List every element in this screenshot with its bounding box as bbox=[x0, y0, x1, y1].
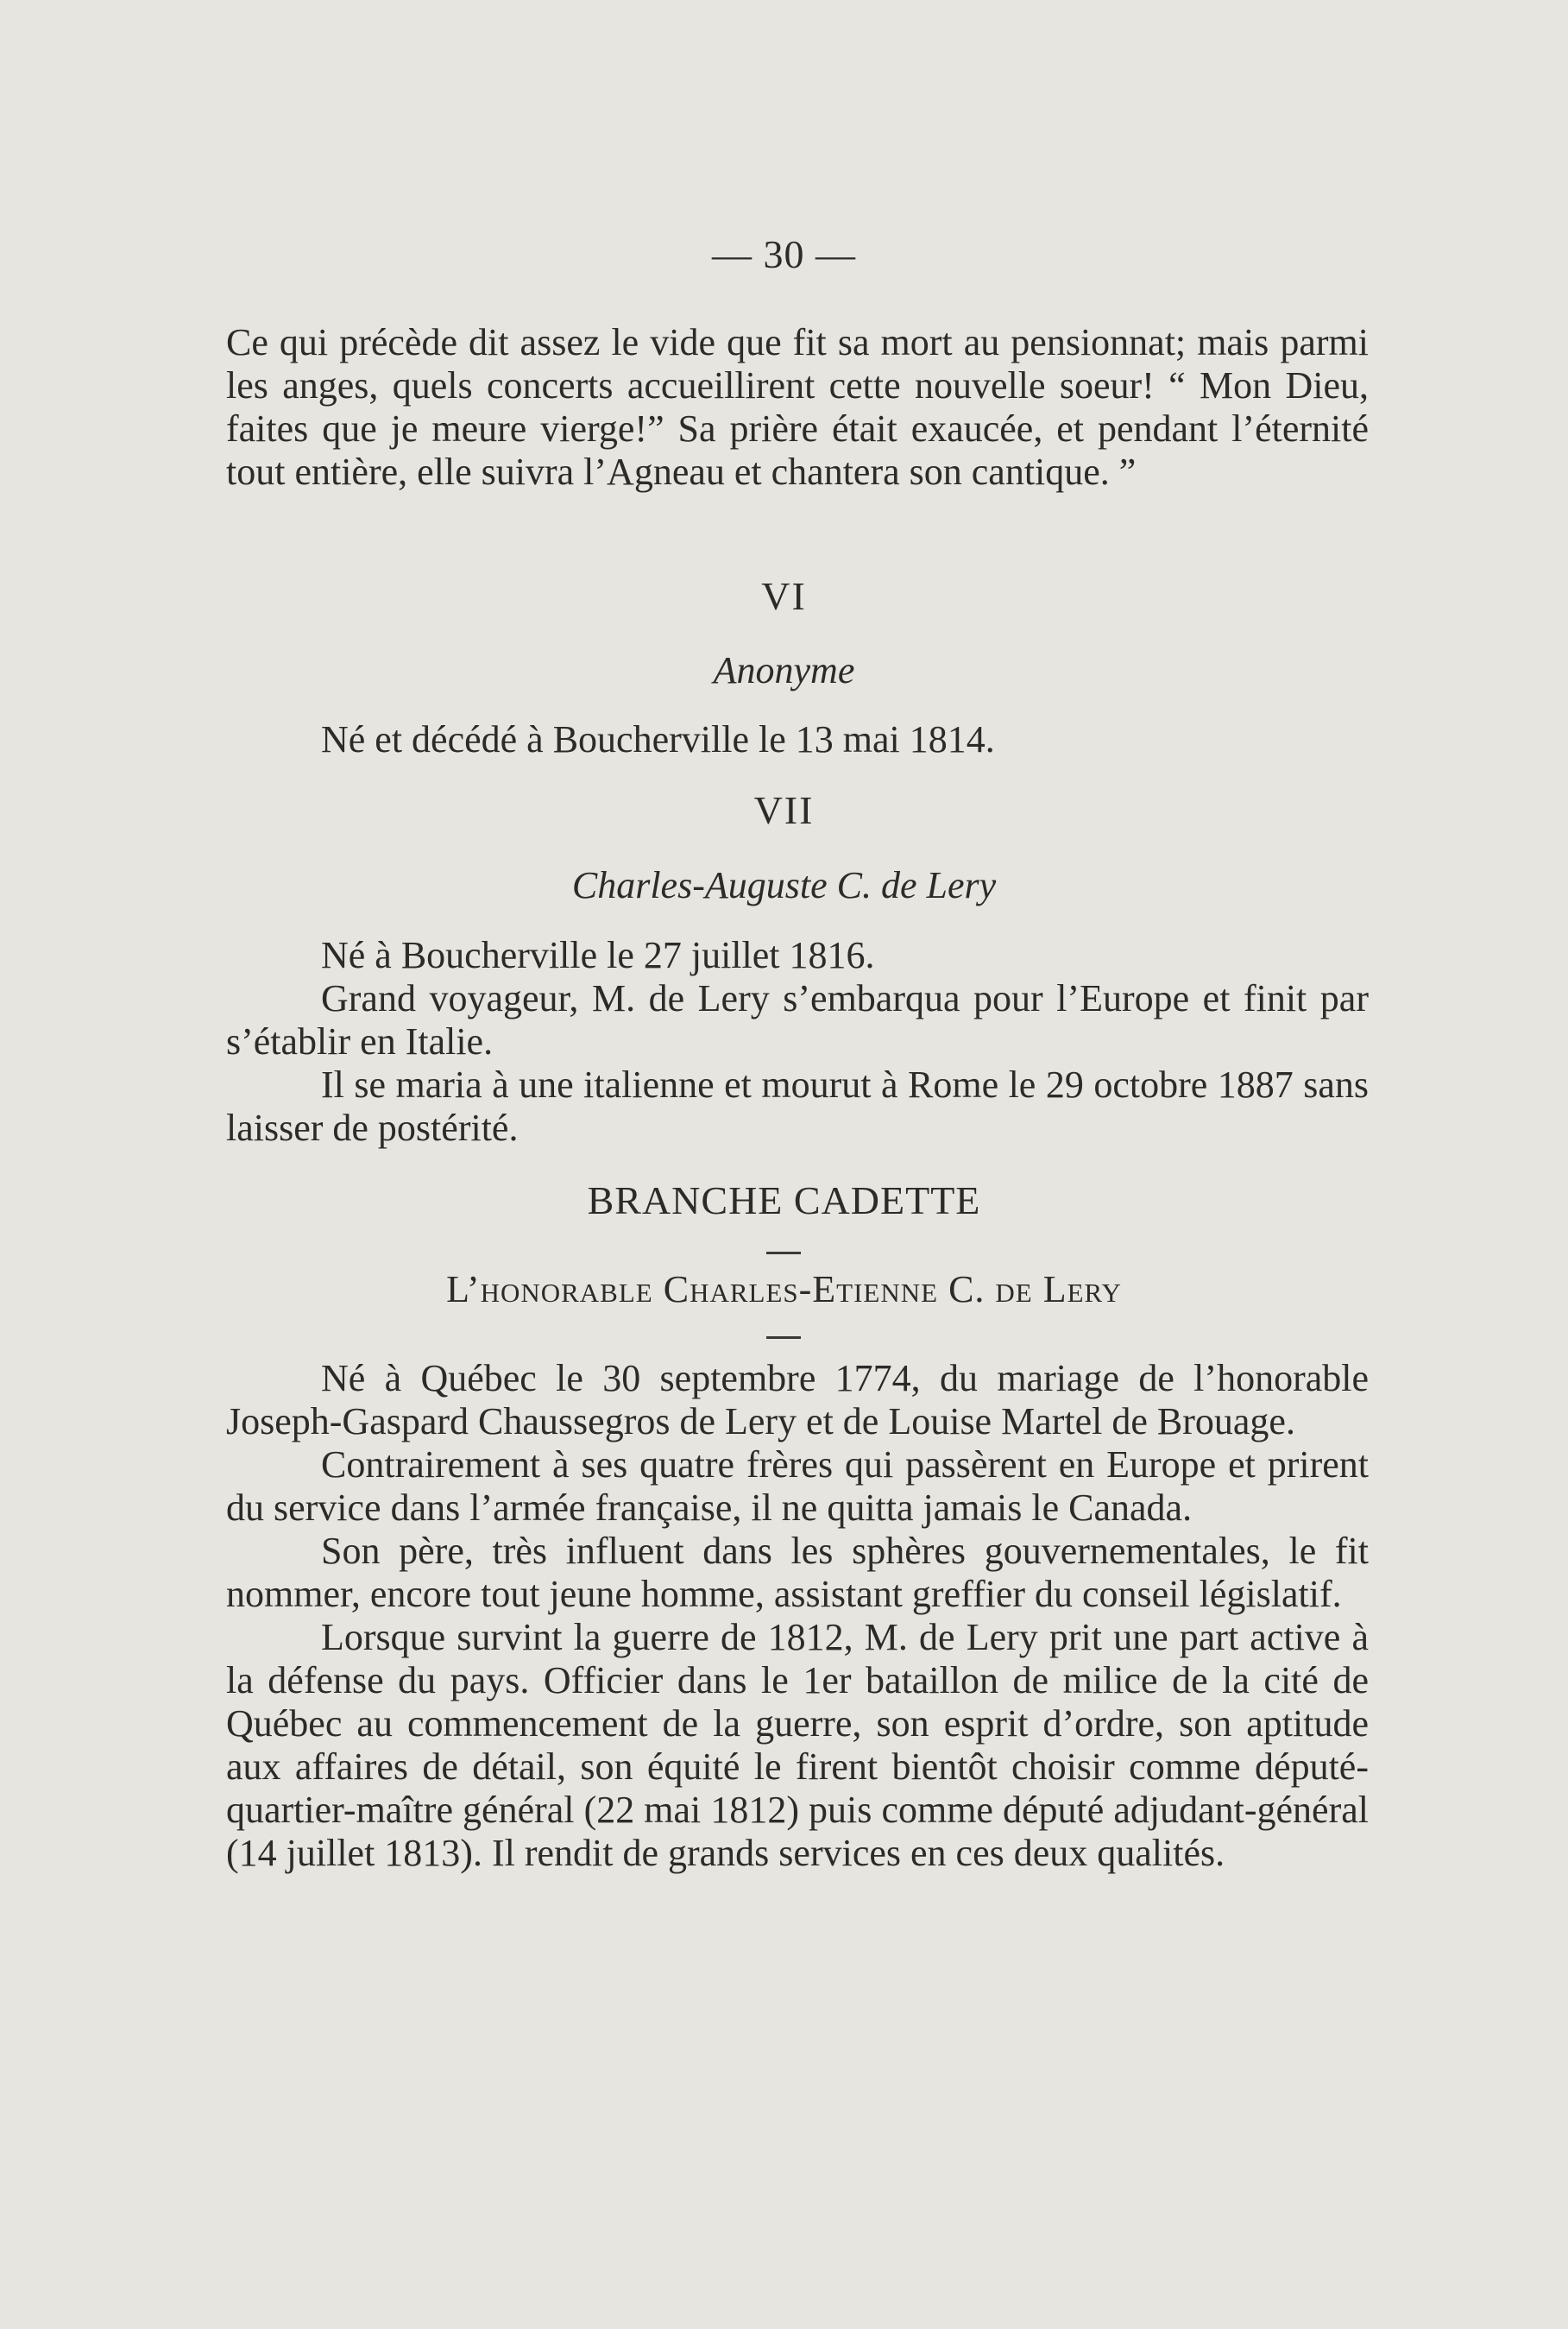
section-vii-body bbox=[226, 934, 1369, 1150]
person-paragraph-2: Contrairement à ses quatre frères qui passèrent en Europe et prirent du service dans l’armée française, il ne quitta jamais le Canada. bbox=[226, 1443, 1369, 1529]
page-number: — 30 — bbox=[712, 232, 856, 276]
person-paragraph-4: Lorsque survint la guerre de 1812, M. de Lery prit une part active à la défense du pays. Officier dans le 1er bataillon de milice de la cité de Québec au commencement de la guerre, son esprit d’ordre, son aptitude aux affaires de détail, son équité le firent bientôt choisir comme député-quartier-maître général (22 mai 1812) puis comme député adjudant-général (14 juillet 1813). Il rendit de grands services en ces deux qualités. bbox=[226, 1616, 1369, 1874]
person-body bbox=[226, 1357, 1369, 1875]
section-name-anonyme: Anonyme bbox=[713, 649, 855, 691]
section-vi-paragraph: Né et décédé à Boucherville le 13 mai 1814. bbox=[321, 718, 995, 761]
intro-paragraph: Ce qui précède dit assez le vide que fit sa mort au pensionnat; mais parmi les anges, quels concerts accueillirent cette nouvelle soeur! “ Mon Dieu, faites que je meure vierge!” Sa prière était exaucée, et pendant l’éternité tout entière, elle suivra l’Agneau et chantera son cantique. ” bbox=[226, 321, 1369, 493]
person-paragraph-3: Son père, très influent dans les sphères gouvernementales, le fit nommer, encore tout jeune homme, assistant greffier du conseil législatif. bbox=[226, 1530, 1369, 1615]
section-numeral-vi: VI bbox=[761, 574, 807, 618]
section-vii-paragraph-3: Il se maria à une italienne et mourut à Rome le 29 octobre 1887 sans laisser de postérité. bbox=[226, 1064, 1369, 1149]
section-name-charles-auguste: Charles-Auguste C. de Lery bbox=[571, 864, 997, 906]
person-paragraph-1: Né à Québec le 30 septembre 1774, du mariage de l’honorable Joseph-Gaspard Chaussegros de Lery et de Louise Martel de Brouage. bbox=[226, 1357, 1369, 1442]
intro-paragraph-block bbox=[226, 321, 1369, 494]
section-numeral-vii: VII bbox=[753, 788, 815, 832]
divider-rule bbox=[766, 1252, 801, 1254]
divider-rule bbox=[766, 1336, 801, 1339]
section-vii-paragraph-1: Né à Boucherville le 27 juillet 1816. bbox=[321, 934, 875, 976]
person-heading: L’honorable Charles-Etienne C. de Lery bbox=[446, 1268, 1122, 1310]
section-vii-paragraph-2: Grand voyageur, M. de Lery s’embarqua pour l’Europe et finit par s’établir en Italie. bbox=[226, 977, 1369, 1063]
branch-heading: BRANCHE CADETTE bbox=[587, 1178, 981, 1222]
section-vi-body bbox=[226, 718, 1369, 761]
